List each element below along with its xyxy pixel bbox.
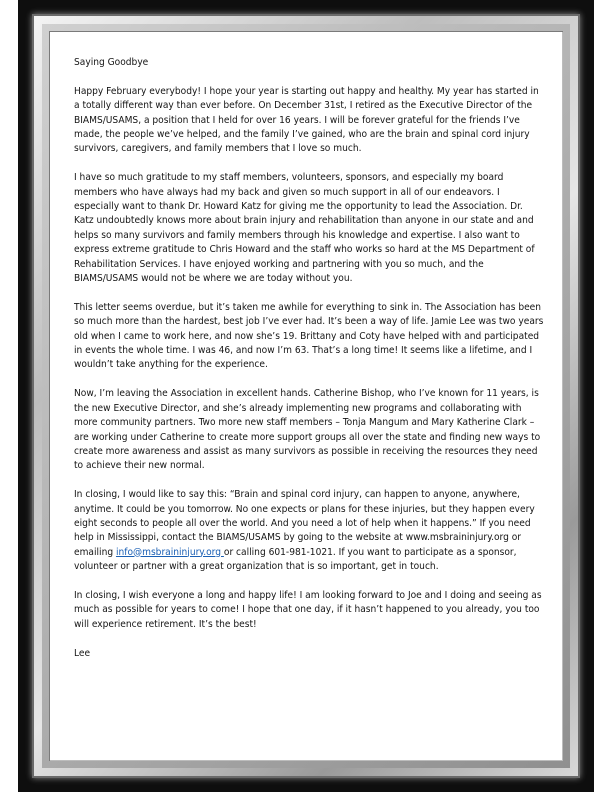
paragraph-closing-quote xyxy=(74,488,544,574)
paragraph-reflection: This letter seems overdue, but it’s taken me awhile for everything to sink in. The Association has been so much more than the hardest, best job I’ve ever had. It’s been a way of life. Jamie Lee was two years old when I came to work here, and now she’s 19. Brittany and Coty have helped with and participated in events the whole time. I was 46, and now I’m 63. That’s a long time! It seems like a lifetime, and I wouldn’t take anything for the experience. xyxy=(74,301,544,371)
signature: Lee xyxy=(74,647,91,659)
letter-page xyxy=(49,31,563,761)
closing-quote-text: In closing, I would like to say this: “Brain and spinal cord injury, can happen to anyone, anywhere, anytime. It could be you tomorrow. No one expects or plans for these injuries, but they happen every eight seconds to people all over the world. And you need a lot of help when it happens.” If you need help in Mississippi, contact the BIAMS/USAMS by going to the website at www.msbraininjury.org or emailing xyxy=(74,489,535,558)
paragraph-new-director: Now, I’m leaving the Association in excellent hands. Catherine Bishop, who I’ve known for 11 years, is the new Executive Director, and she’s already implementing new programs and collaborating with more community partners. Two more new staff members – Tonja Mangum and Mary Katherine Clark – are working under Catherine to create more support groups all over the state and finding new ways to create more awareness and assist as many survivors as possible in receiving the resources they need to achieve their new normal. xyxy=(74,388,541,472)
paragraph-gratitude: I have so much gratitude to my staff members, volunteers, sponsors, and especially my board members who have always had my back and given so much support in all of our endeavors. I especially want to thank Dr. Howard Katz for giving me the opportunity to lead the Association. Dr. Katz undoubtedly knows more about brain injury and rehabilitation than anyone in our state and and helps so many survivors and family members through his knowledge and expertise. I also want to express extreme gratitude to Chris Howard and the staff who works so hard at the MS Department of Rehabilitation Services. I have enjoyed working and partnering with you so much, and the BIAMS/USAMS would not be where we are today without you. xyxy=(74,172,535,285)
frame-bevel xyxy=(32,14,580,778)
paragraph-farewell: In closing, I wish everyone a long and happy life! I am looking forward to Joe and I doing and seeing as much as possible for years to come! I hope that one day, if it hasn’t happened to you already, you too will experience retirement. It’s the best! xyxy=(74,589,542,630)
letter-title: Saying Goodbye xyxy=(74,57,149,68)
paragraph-greeting: Happy February everybody! I hope your year is starting out happy and healthy. My year has started in a totally different way than ever before. On December 31st, I retired as the Executive Director of the BIAMS/USAMS, a position that I held for over 16 years. I will be forever grateful for the friends I’ve made, the people we’ve helped, and the family I’ve gained, who are the brain and spinal cord injury survivors, caregivers, and family members that I love so much. xyxy=(74,85,539,155)
closing-quote-contact: or calling 601-981-1021. If you want to participate as a sponsor, volunteer or partner with a great organization that is so important, get in touch. xyxy=(74,546,517,573)
email-link[interactable]: info@msbraininjury.org xyxy=(115,546,224,558)
frame-mat xyxy=(42,24,570,768)
picture-frame xyxy=(18,0,594,792)
letter-body xyxy=(74,56,544,675)
